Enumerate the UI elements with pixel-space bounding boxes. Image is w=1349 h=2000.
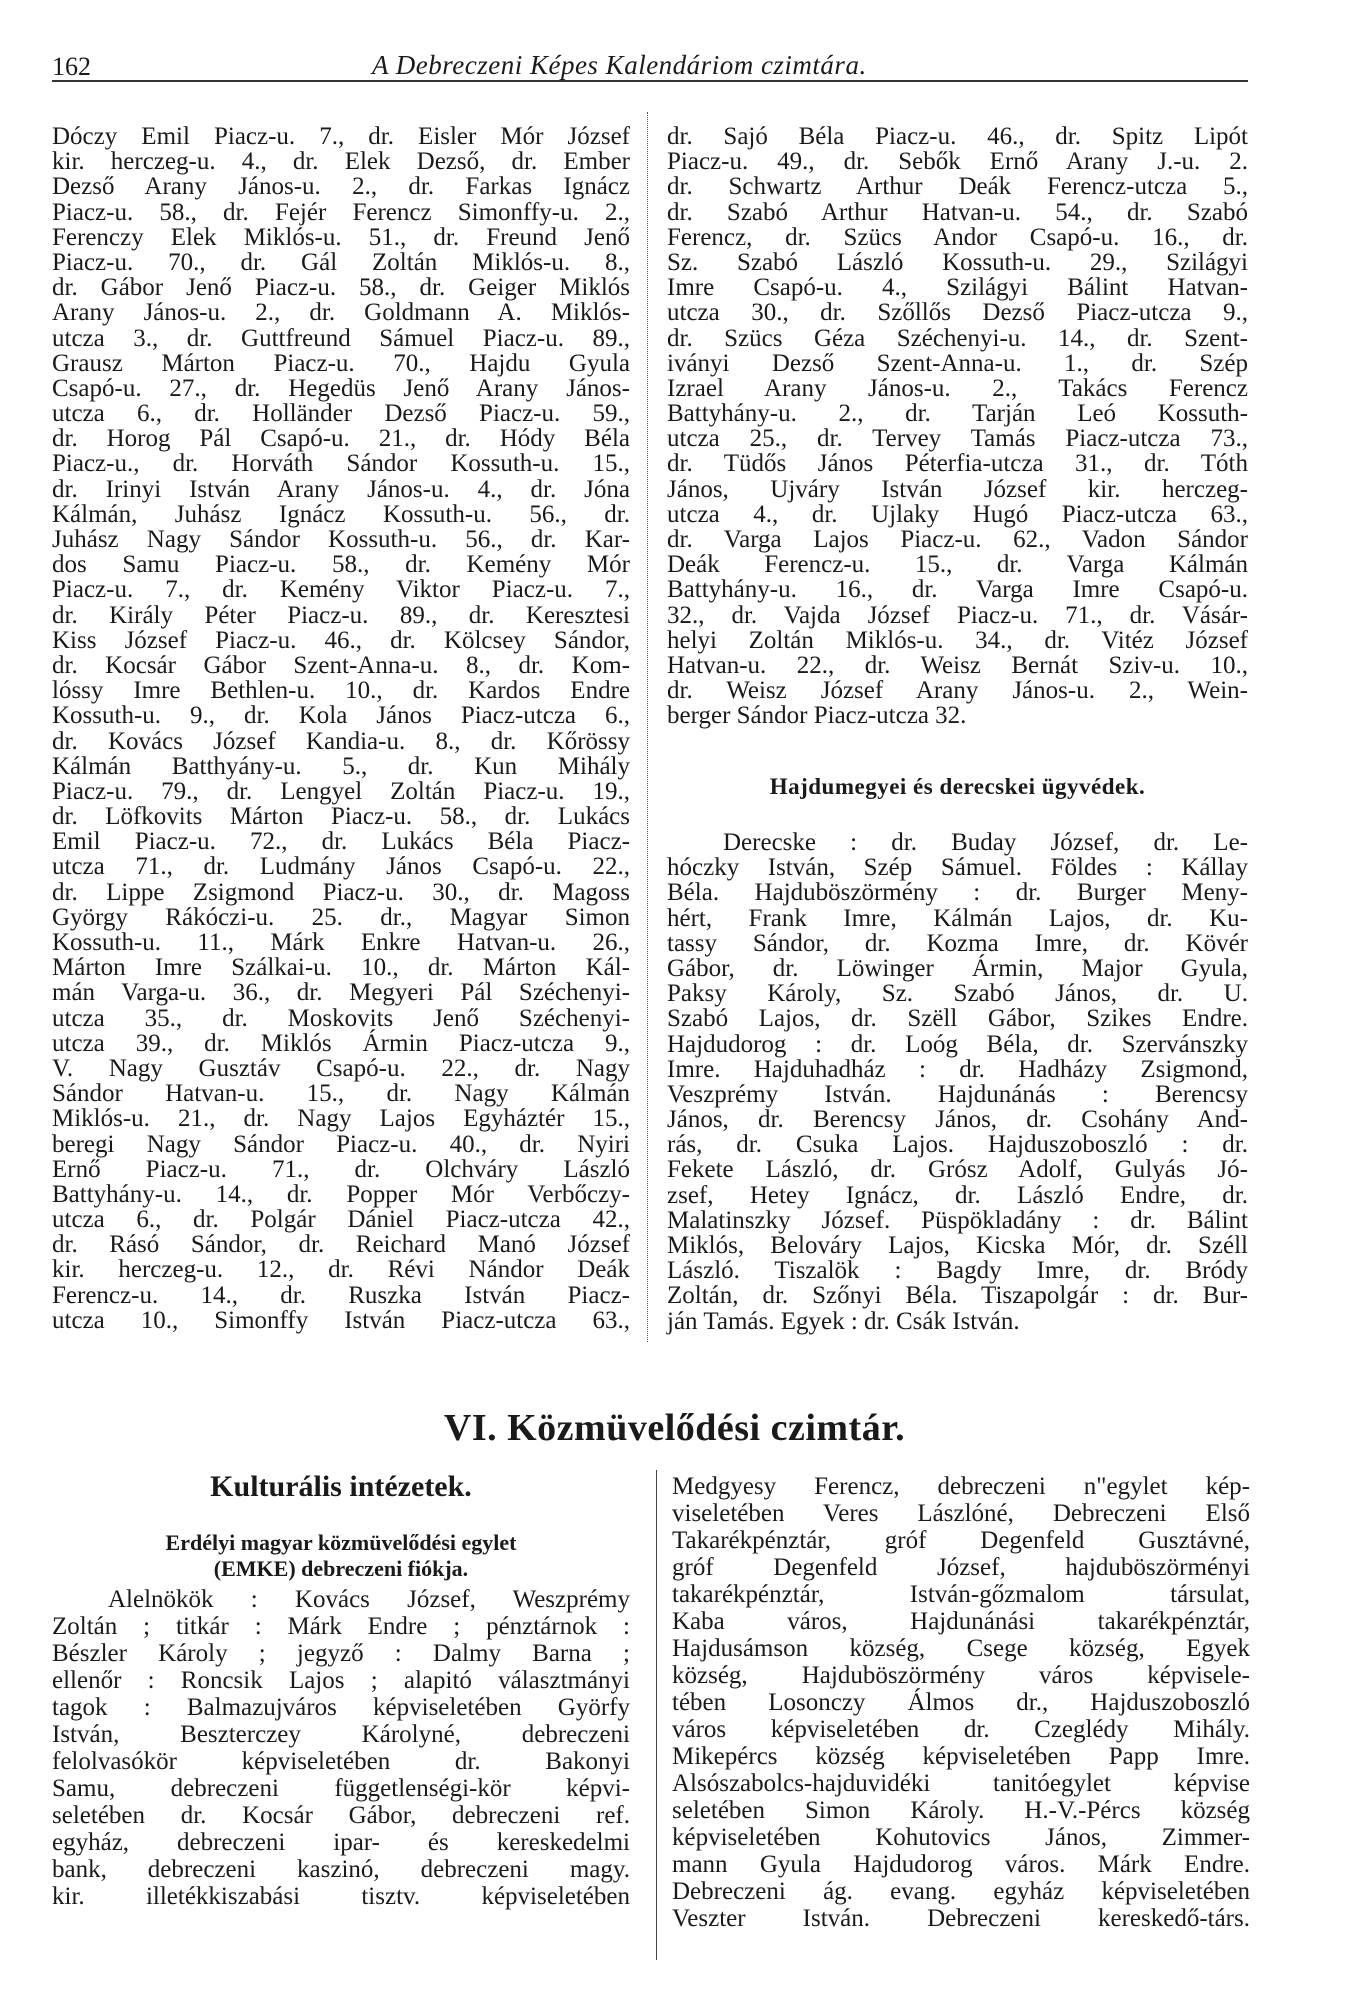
text-line: Alelnökök : Kovács József, Weszprémy xyxy=(108,1586,630,1613)
text-line: Battyhány-u. 16., dr. Varga Imre Csapó-u. xyxy=(667,576,1248,604)
text-line: Csapó-u. 27., dr. Hegedüs Jenő Arany János- xyxy=(52,374,630,402)
text-line: Piacz-u., dr. Horváth Sándor Kossuth-u. 15., xyxy=(52,450,630,478)
text-line: bank, debreczeni kaszinó, debreczeni magy. xyxy=(52,1856,630,1883)
running-title: A Debreczeni Képes Kalendáriom czimtára. xyxy=(372,50,867,80)
header-rule xyxy=(52,80,1248,82)
text-line: 32., dr. Vajda József Piacz-u. 71., dr. Vásár- xyxy=(667,601,1248,629)
text-line: egyház, debreczeni ipar- és kereskedelmi xyxy=(52,1829,630,1856)
text-line: Ferencz, dr. Szücs Andor Csapó-u. 16., dr. xyxy=(667,223,1248,251)
text-line: Piacz-u. 58., dr. Fejér Ferencz Simonffy-u. 2., xyxy=(52,198,630,226)
text-line: utcza 71., dr. Ludmány János Csapó-u. 22., xyxy=(52,853,630,881)
text-line: Takarékpénztár, gróf Degenfeld Gusztávné, xyxy=(672,1527,1250,1554)
text-line: tagok : Balmazujváros képviseletében Györfy xyxy=(52,1694,630,1721)
text-line: Bészler Károly ; jegyző : Dalmy Barna ; xyxy=(52,1640,630,1667)
text-line: képviseletében Kohutovics János, Zimmer- xyxy=(672,1824,1250,1851)
text-line: dr. Szabó Arthur Hatvan-u. 54., dr. Szabó xyxy=(667,198,1248,226)
text-line: Ferencz-u. 14., dr. Ruszka István Piacz- xyxy=(52,1281,630,1309)
text-line: Derecske : dr. Buday József, dr. Le- xyxy=(723,829,1248,856)
text-line: Ernő Piacz-u. 71., dr. Olchváry László xyxy=(52,1155,630,1183)
text-line: dr. Szücs Géza Széchenyi-u. 14., dr. Szent- xyxy=(667,324,1248,352)
text-line: seletében Simon Károly. H.-V.-Pércs község xyxy=(672,1797,1250,1824)
lawyers-paragraph xyxy=(667,830,1248,1334)
text-line: dr. Weisz József Arany János-u. 2., Wein- xyxy=(667,677,1248,705)
text-line: dr. Tüdős János Péterfia-utcza 31., dr. Tóth xyxy=(667,450,1248,478)
text-line: Kálmán Batthyány-u. 5., dr. Kun Mihály xyxy=(52,752,630,780)
text-line: Piacz-u. 70., dr. Gál Zoltán Miklós-u. 8., xyxy=(52,248,630,276)
text-line: zsef, Hetey Ignácz, dr. László Endre, dr. xyxy=(667,1181,1248,1209)
text-line: Emil Piacz-u. 72., dr. Lukács Béla Piacz- xyxy=(52,828,630,856)
text-line: Béla. Hajduböszörmény : dr. Burger Meny- xyxy=(667,879,1248,907)
text-line: Samu, debreczeni függetlenségi-kör képvi- xyxy=(52,1775,630,1802)
left-column-text xyxy=(52,124,630,1333)
text-line: Piacz-u. 49., dr. Sebők Ernő Arany J.-u. 2. xyxy=(667,148,1248,176)
emke-paragraph xyxy=(52,1586,630,1910)
text-line: utcza 35., dr. Moskovits Jenő Széchenyi- xyxy=(52,1004,630,1032)
text-line: mán Varga-u. 36., dr. Megyeri Pál Széchenyi- xyxy=(52,979,630,1007)
text-line: Miklós, Belováry Lajos, Kicska Mór, dr. Széll xyxy=(667,1232,1248,1259)
text-line: viseletében Veres Lászlóné, Debreczeni Első xyxy=(672,1500,1250,1527)
text-line: dr. Kocsár Gábor Szent-Anna-u. 8., dr. Kom- xyxy=(52,651,630,679)
text-line: Juhász Nagy Sándor Kossuth-u. 56., dr. Kar- xyxy=(52,526,630,553)
right-column-text xyxy=(667,124,1248,729)
column-divider-bottom xyxy=(656,1470,657,1960)
text-line: dr. Varga Lajos Piacz-u. 62., Vadon Sándor xyxy=(667,526,1248,553)
text-line: László. Tiszalök : Bagdy Imre, dr. Bródy xyxy=(667,1257,1248,1285)
text-line: Miklós-u. 21., dr. Nagy Lajos Egyháztér 15., xyxy=(52,1105,630,1133)
text-line: Dezső Arany János-u. 2., dr. Farkas Ignácz xyxy=(52,173,630,201)
column-divider xyxy=(647,112,648,1342)
text-line: utcza 3., dr. Guttfreund Sámuel Piacz-u. 89., xyxy=(52,324,630,352)
text-line: mann Gyula Hajdudorog város. Márk Endre. xyxy=(672,1851,1250,1878)
text-line: lóssy Imre Bethlen-u. 10., dr. Kardos Endre xyxy=(52,677,630,705)
text-line: Zoltán, dr. Szőnyi Béla. Tiszapolgár : dr. Bur- xyxy=(667,1282,1248,1310)
text-line: dr. Rásó Sándor, dr. Reichard Manó József xyxy=(52,1231,630,1259)
text-line: Deák Ferencz-u. 15., dr. Varga Kálmán xyxy=(667,551,1248,579)
text-line: Sándor Hatvan-u. 15., dr. Nagy Kálmán xyxy=(52,1080,630,1108)
text-line: Dóczy Emil Piacz-u. 7., dr. Eisler Mór József xyxy=(52,123,630,150)
text-line: Veszprémy István. Hajdunánás : Berencsy xyxy=(667,1080,1248,1108)
text-line: Piacz-u. 79., dr. Lengyel Zoltán Piacz-u. 19., xyxy=(52,777,630,805)
text-line: utcza 30., dr. Szőllős Dezső Piacz-utcza 9., xyxy=(667,299,1248,327)
text-line: takarékpénztár, István-gőzmalom társulat, xyxy=(672,1581,1250,1608)
text-line: rás, dr. Csuka Lajos. Hajduszoboszló : dr. xyxy=(667,1131,1248,1159)
text-line: Grausz Márton Piacz-u. 70., Hajdu Gyula xyxy=(52,349,630,377)
text-line: beregi Nagy Sándor Piacz-u. 40., dr. Nyiri xyxy=(52,1130,630,1158)
text-line: Battyhány-u. 14., dr. Popper Mór Verbőczy- xyxy=(52,1180,630,1208)
text-line: Paksy Károly, Sz. Szabó János, dr. U. xyxy=(667,980,1248,1008)
text-line: város képviseletében dr. Czeglédy Mihály. xyxy=(672,1716,1250,1743)
text-line: dr. Horog Pál Csapó-u. 21., dr. Hódy Béla xyxy=(52,425,630,453)
text-line: Sz. Szabó László Kossuth-u. 29., Szilágyi xyxy=(667,248,1248,276)
section-heading-lawyers: Hajdumegyei és derecskei ügyvédek. xyxy=(769,774,1146,799)
text-line: helyi Zoltán Miklós-u. 34., dr. Vitéz József xyxy=(667,626,1248,654)
text-line: utcza 4., dr. Ujlaky Hugó Piacz-utcza 63., xyxy=(667,500,1248,528)
text-line: Izrael Arany János-u. 2., Takács Ferencz xyxy=(667,374,1248,402)
text-line: dr. Schwartz Arthur Deák Ferencz-utcza 5., xyxy=(667,173,1248,201)
text-line: Kálmán, Juhász Ignácz Kossuth-u. 56., dr. xyxy=(52,500,630,528)
text-line: Márton Imre Szálkai-u. 10., dr. Márton Kál- xyxy=(52,954,630,982)
text-line: István, Beszterczey Károlyné, debreczeni xyxy=(52,1721,630,1748)
text-line: utcza 6., dr. Holländer Dezső Piacz-u. 59., xyxy=(52,400,630,428)
text-line: dr. Gábor Jenő Piacz-u. 58., dr. Geiger Miklós xyxy=(52,274,630,302)
text-line: Kossuth-u. 11., Márk Enkre Hatvan-u. 26., xyxy=(52,929,630,956)
text-line: Hajdusámson község, Csege község, Egyek xyxy=(672,1635,1250,1662)
text-line: Kossuth-u. 9., dr. Kola János Piacz-utcza 6., xyxy=(52,702,630,730)
emke-subheading xyxy=(52,1530,630,1582)
text-line: dr. Lippe Zsigmond Piacz-u. 30., dr. Magoss xyxy=(52,878,630,906)
text-line: dr. Sajó Béla Piacz-u. 46., dr. Spitz Lipót xyxy=(667,123,1248,150)
text-line: Debreczeni ág. evang. egyház képviseletében xyxy=(672,1878,1250,1905)
text-line: ján Tamás. Egyek : dr. Csák István. xyxy=(667,1307,1020,1335)
text-line: gróf Degenfeld József, hajduböszörményi xyxy=(672,1554,1250,1581)
text-line: Gábor, dr. Löwinger Ármin, Major Gyula, xyxy=(667,954,1248,982)
text-line: utcza 6., dr. Polgár Dániel Piacz-utcza 42., xyxy=(52,1206,630,1234)
text-line: tében Losonczy Álmos dr., Hajduszoboszló xyxy=(672,1689,1250,1716)
text-line: iványi Dezső Szent-Anna-u. 1., dr. Szép xyxy=(667,349,1248,377)
emke-subheading-line: Erdélyi magyar közmüvelődési egylet xyxy=(165,1530,517,1555)
text-line: utcza 25., dr. Tervey Tamás Piacz-utcza 73., xyxy=(667,425,1248,453)
text-line: György Rákóczi-u. 25. dr., Magyar Simon xyxy=(52,903,630,931)
text-line: dr. Irinyi István Arany János-u. 4., dr. Jóna xyxy=(52,475,630,503)
text-line: dr. Löfkovits Márton Piacz-u. 58., dr. Lukács xyxy=(52,803,630,831)
chapter-title: VI. Közmüvelődési czimtár. xyxy=(443,1407,906,1449)
text-line: Fekete László, dr. Grósz Adolf, Gulyás Jó- xyxy=(667,1156,1248,1184)
text-line: seletében dr. Kocsár Gábor, debreczeni ref. xyxy=(52,1802,630,1829)
text-line: berger Sándor Piacz-utcza 32. xyxy=(667,702,967,730)
text-line: Imre. Hajduhadház : dr. Hadházy Zsigmond, xyxy=(667,1055,1248,1083)
text-line: Piacz-u. 7., dr. Kemény Viktor Piacz-u. 7., xyxy=(52,576,630,604)
text-line: János, dr. Berencsy János, dr. Csohány And- xyxy=(667,1106,1248,1134)
text-line: község, Hajduböszörmény város képvisele- xyxy=(672,1662,1250,1689)
text-line: dr. Király Péter Piacz-u. 89., dr. Keresztesi xyxy=(52,601,630,629)
text-line: Veszter István. Debreczeni kereskedő-társ. xyxy=(672,1905,1250,1932)
text-line: Malatinszky József. Püspökladány : dr. Bálint xyxy=(667,1206,1248,1234)
text-line: dos Samu Piacz-u. 58., dr. Kemény Mór xyxy=(52,551,630,579)
emke-paragraph-continued xyxy=(672,1473,1250,1932)
text-line: kir. herczeg-u. 4., dr. Elek Dezső, dr. Ember xyxy=(52,148,630,176)
text-line: Szabó Lajos, dr. Szëll Gábor, Szikes Endre. xyxy=(667,1005,1248,1033)
text-line: Medgyesy Ferencz, debreczeni n"egylet kép- xyxy=(672,1473,1250,1500)
text-line: Hajdudorog : dr. Loóg Béla, dr. Szervánszky xyxy=(667,1030,1248,1058)
text-line: Kaba város, Hajdunánási takarékpénztár, xyxy=(672,1608,1250,1635)
text-line: tassy Sándor, dr. Kozma Imre, dr. Kövér xyxy=(667,929,1248,957)
text-line: Hatvan-u. 22., dr. Weisz Bernát Sziv-u. 10., xyxy=(667,651,1248,679)
text-line: kir. illetékkiszabási tisztv. képviseletében xyxy=(52,1883,630,1910)
text-line: Kiss József Piacz-u. 46., dr. Kölcsey Sándor, xyxy=(52,626,630,654)
text-line: Arany János-u. 2., dr. Goldmann A. Miklós- xyxy=(52,299,630,327)
page-number: 162 xyxy=(52,52,91,81)
culture-heading: Kulturális intézetek. xyxy=(210,1470,472,1503)
text-line: dr. Kovács József Kandia-u. 8., dr. Kőrössy xyxy=(52,727,630,755)
text-line: utcza 10., Simonffy István Piacz-utcza 63., xyxy=(52,1306,630,1334)
text-line: ellenőr : Roncsik Lajos ; alapitó választmányi xyxy=(52,1667,630,1694)
text-line: Alsószabolcs-hajduvidéki tanitóegylet képvise xyxy=(672,1770,1250,1797)
text-line: hért, Frank Imre, Kálmán Lajos, dr. Ku- xyxy=(667,904,1248,932)
emke-subheading-line: (EMKE) debreczeni fiókja. xyxy=(213,1556,469,1581)
text-line: Ferenczy Elek Miklós-u. 51., dr. Freund Jenő xyxy=(52,223,630,251)
text-line: Battyhány-u. 2., dr. Tarján Leó Kossuth- xyxy=(667,400,1248,428)
text-line: hóczky István, Szép Sámuel. Földes : Kállay xyxy=(667,854,1248,882)
text-line: V. Nagy Gusztáv Csapó-u. 22., dr. Nagy xyxy=(52,1054,630,1082)
text-line: utcza 39., dr. Miklós Ármin Piacz-utcza 9., xyxy=(52,1029,630,1057)
text-line: Mikepércs község képviseletében Papp Imre. xyxy=(672,1743,1250,1770)
text-line: János, Ujváry István József kir. herczeg- xyxy=(667,475,1248,503)
text-line: Imre Csapó-u. 4., Szilágyi Bálint Hatvan- xyxy=(667,274,1248,302)
text-line: Zoltán ; titkár : Márk Endre ; pénztárnok : xyxy=(52,1613,630,1640)
text-line: kir. herczeg-u. 12., dr. Révi Nándor Deák xyxy=(52,1256,630,1284)
text-line: felolvasókör képviseletében dr. Bakonyi xyxy=(52,1748,630,1775)
